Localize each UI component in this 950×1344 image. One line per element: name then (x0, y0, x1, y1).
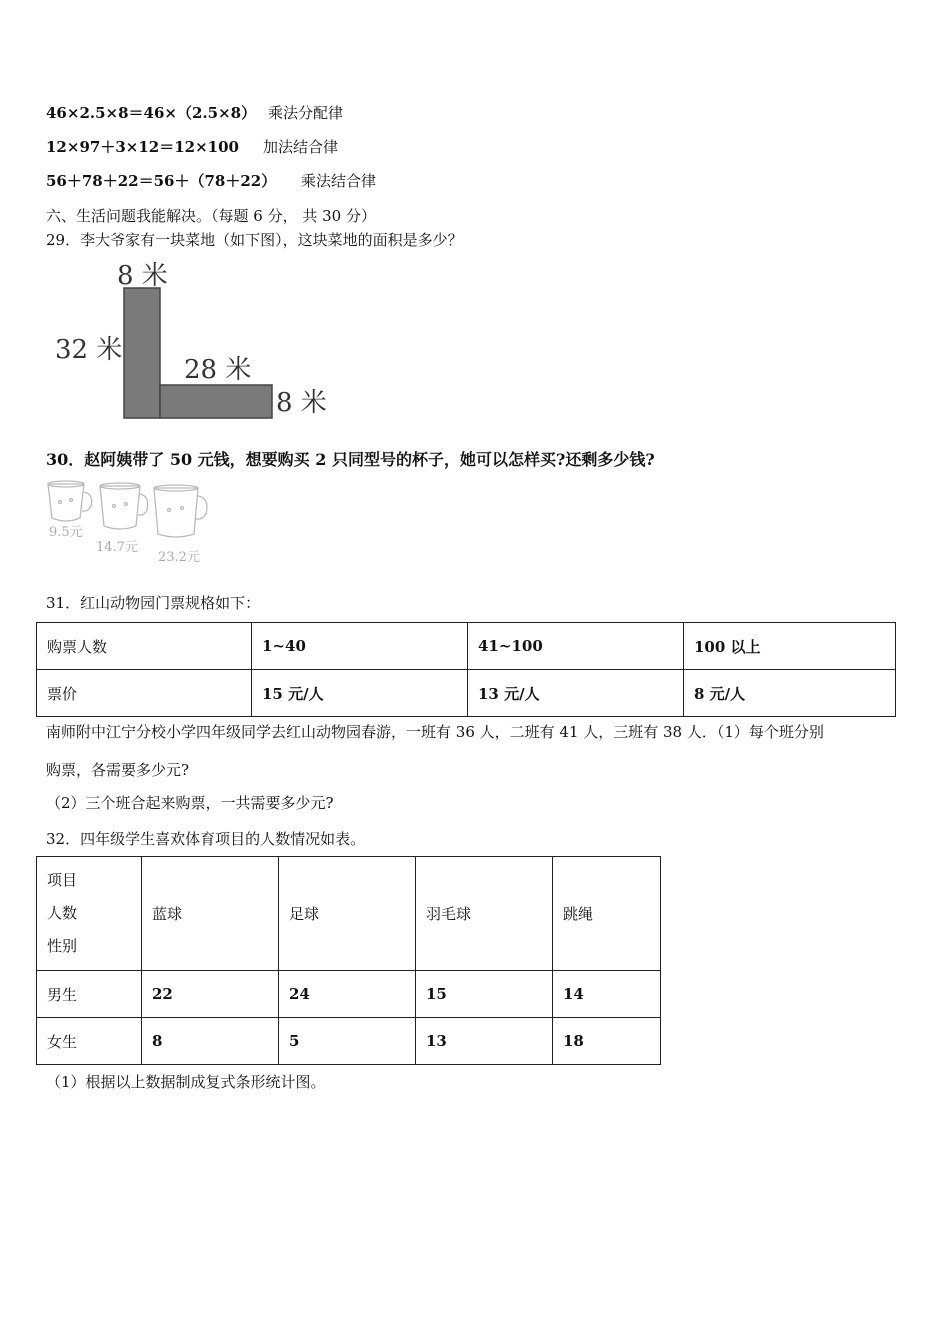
label-right: 8 米 (276, 388, 327, 418)
header-corner-people: 人数 (47, 904, 78, 922)
table-cell: 13 元/人 (468, 670, 684, 717)
question-32: 32．四年级学生喜欢体育项目的人数情况如表。 (46, 830, 366, 848)
table-cell: 18 (553, 1018, 661, 1065)
table-header-corner (37, 857, 142, 971)
sports-table (36, 856, 661, 1065)
table-cell: 购票人数 (37, 623, 252, 670)
l-shape-figure (50, 258, 340, 428)
table-cell: 22 (142, 971, 279, 1018)
table-cell: 15 (416, 971, 553, 1018)
expression-3: 56＋78＋22＝56＋（78＋22） (46, 172, 277, 190)
cup-1-icon (48, 481, 92, 521)
cup-2-price: 14.7元 (96, 540, 138, 555)
table-cell: 男生 (37, 971, 142, 1018)
table-header: 足球 (279, 857, 416, 971)
label-top: 8 米 (117, 261, 168, 291)
question-29: 29．李大爷家有一块菜地（如下图），这块菜地的面积是多少？ (46, 231, 463, 249)
table-cell: 15 元/人 (252, 670, 468, 717)
table-cell: 女生 (37, 1018, 142, 1065)
question-31-desc-3: （2）三个班合起来购票，一共需要多少元? (46, 794, 334, 812)
cup-3-price: 23.2元 (158, 550, 200, 564)
rule-3: 乘法结合律 (301, 172, 377, 190)
table-cell: 1~40 (252, 623, 468, 670)
table-cell: 14 (553, 971, 661, 1018)
horizontal-bar (160, 385, 272, 418)
ticket-table (36, 622, 896, 717)
table-cell: 票价 (37, 670, 252, 717)
question-31-desc-1: 南师附中江宁分校小学四年级同学去红山动物园春游，一班有 36 人，二班有 41 人，三班有 38 人．（1）每个班分别 (46, 723, 824, 741)
cup-1-price: 9.5元 (49, 525, 83, 540)
question-30: 30．赵阿姨带了 50 元钱，想要购买 2 只同型号的杯子，她可以怎样买?还剩多少钱? (46, 450, 655, 469)
table-cell: 24 (279, 971, 416, 1018)
expression-2: 12×97＋3×12＝12×100 (46, 138, 239, 156)
table-cell: 41~100 (468, 623, 684, 670)
table-row (37, 971, 661, 1018)
label-left: 32 米 (55, 335, 123, 365)
header-corner-item: 项目 (47, 871, 78, 889)
cup-2-icon (100, 483, 148, 529)
rule-1: 乘法分配律 (268, 104, 344, 122)
section-6-heading: 六、生活问题我能解决。（每题 6 分， 共 30 分） (46, 207, 376, 225)
table-cell: 8 (142, 1018, 279, 1065)
table-cell: 8 元/人 (684, 670, 896, 717)
table-header: 蓝球 (142, 857, 279, 971)
table-row (37, 623, 896, 670)
header-corner-gender: 性别 (47, 937, 78, 955)
table-cell: 13 (416, 1018, 553, 1065)
table-header: 羽毛球 (416, 857, 553, 971)
table-row (37, 670, 896, 717)
rule-2: 加法结合律 (263, 138, 339, 156)
vertical-bar (124, 288, 160, 418)
table-row (37, 1018, 661, 1065)
table-header: 跳绳 (553, 857, 661, 971)
question-31: 31．红山动物园门票规格如下： (46, 594, 261, 612)
label-inner: 28 米 (184, 355, 252, 385)
question-31-desc-2: 购票，各需要多少元? (46, 761, 190, 779)
question-32-sub-1: （1）根据以上数据制成复式条形统计图。 (46, 1073, 326, 1091)
cups-image (44, 478, 214, 564)
cup-3-icon (154, 485, 207, 537)
table-cell: 100 以上 (684, 623, 896, 670)
table-row (37, 857, 661, 971)
expression-1: 46×2.5×8＝46×（2.5×8） (46, 104, 257, 122)
table-cell: 5 (279, 1018, 416, 1065)
